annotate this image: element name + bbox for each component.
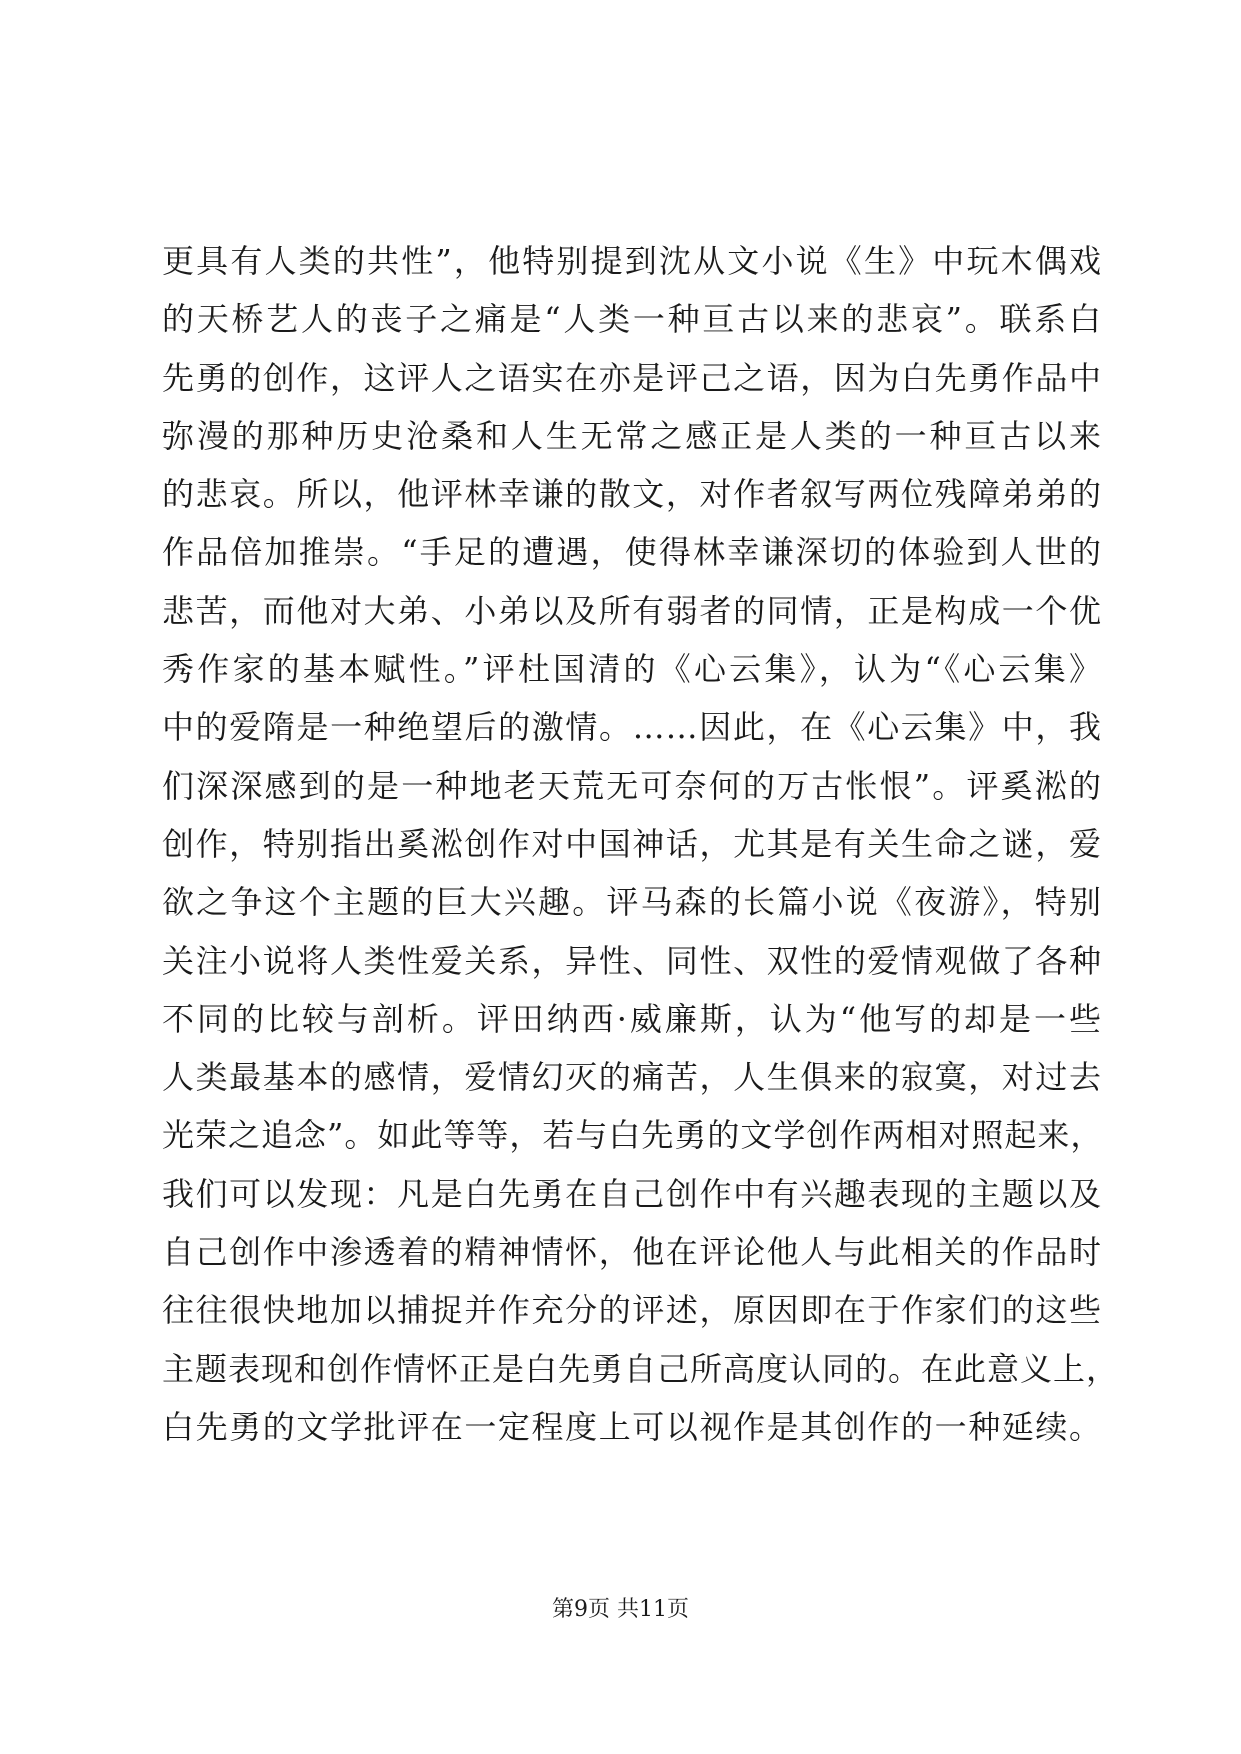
text-line: 弥漫的那种历史沧桑和人生无常之感正是人类的一种亘古以来 [162, 416, 1102, 455]
text-line: 中的爱隋是一种绝望后的激情。……因此，在《心云集》中，我 [162, 708, 1102, 747]
text-line: 主题表现和创作情怀正是白先勇自己所高度认同的。在此意义上， [162, 1349, 1120, 1388]
text-line: 的悲哀。所以，他评林幸谦的散文，对作者叙写两位残障弟弟的 [162, 475, 1102, 514]
text-line: 自己创作中渗透着的精神情怀，他在评论他人与此相关的作品时 [162, 1233, 1102, 1272]
text-line: 秀作家的基本赋性。”评杜国清的《心云集》，认为“《心云集》 [162, 650, 1102, 689]
text-line: 们深深感到的是一种地老天荒无可奈何的万古怅恨”。评奚淞的 [162, 766, 1102, 805]
text-line: 创作，特别指出奚淞创作对中国神话，尤其是有关生命之谜，爱 [162, 824, 1102, 863]
text-line: 光荣之追念”。如此等等，若与白先勇的文学创作两相对照起来， [162, 1116, 1104, 1155]
text-line: 人类最基本的感情，爱情幻灭的痛苦，人生俱来的寂寞，对过去 [162, 1058, 1102, 1097]
body-paragraph [162, 232, 1120, 1456]
text-line: 不同的比较与剖析。评田纳西·威廉斯，认为“他写的却是一些 [162, 999, 1102, 1038]
text-line: 悲苦，而他对大弟、小弟以及所有弱者的同情，正是构成一个优 [162, 591, 1102, 630]
text-line: 关注小说将人类性爱关系，异性、同性、双性的爱情观做了各种 [162, 941, 1102, 980]
text-line: 我们可以发现：凡是白先勇在自己创作中有兴趣表现的主题以及 [162, 1174, 1102, 1213]
text-line: 的天桥艺人的丧子之痛是“人类一种亘古以来的悲哀”。联系白 [162, 300, 1102, 339]
text-line: 先勇的创作，这评人之语实在亦是评己之语，因为白先勇作品中 [162, 358, 1102, 397]
text-line: 欲之争这个主题的巨大兴趣。评马森的长篇小说《夜游》，特别 [162, 883, 1102, 922]
text-line: 更具有人类的共性”，他特别提到沈从文小说《生》中玩木偶戏 [162, 242, 1102, 280]
text-line: 往往很快地加以捕捉并作充分的评述，原因即在于作家们的这些 [162, 1291, 1102, 1330]
text-line: 白先勇的文学批评在一定程度上可以视作是其创作的一种延续。 [162, 1407, 1102, 1446]
text-line: 作品倍加推崇。“手足的遭遇，使得林幸谦深切的体验到人世的 [162, 533, 1102, 572]
page-number-footer: 第9页 共11页 [552, 1597, 689, 1622]
